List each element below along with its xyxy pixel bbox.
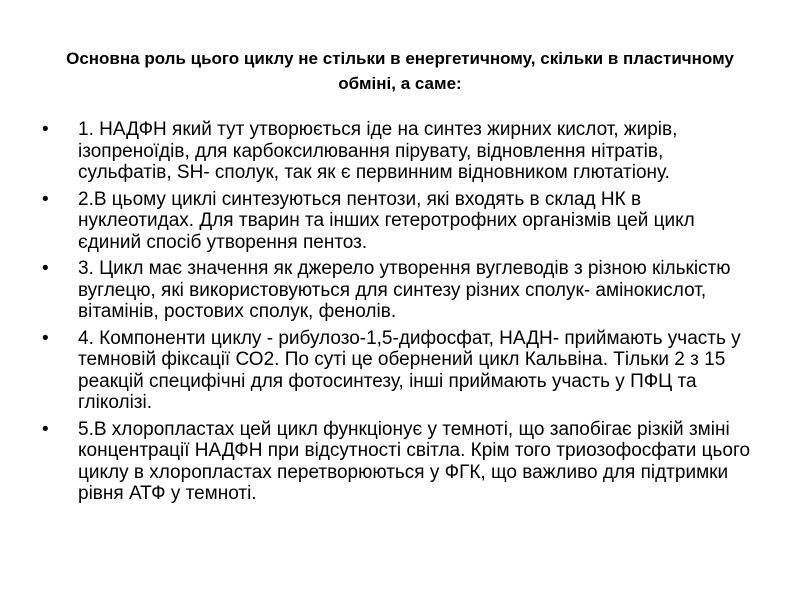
bullet-text: 1. НАДФН який тут утворюється іде на синтез жирних кислот, жирів, ізопреноїдів, для карбоксилювання пірувату, відновлення нітратів, сульфатів, SH- сполук, так як є первинним відновником глютатіону. [78,119,678,183]
bullet-text: 4. Компоненти циклу - рибулозо-1,5-дифосфат, НАДН- приймають участь у темновій фіксації СО2. По суті це обернений цикл Кальвіна. Тільки 2 з 15 реакцій специфічні для фотосинтезу, інші приймають участь у ПФЦ та гліколізі. [78,327,741,413]
bullet-item-5 [42,419,762,505]
bullet-dot-icon: • [42,327,49,349]
bullet-item-1 [42,119,762,184]
bullet-item-2 [42,189,762,254]
bullet-dot-icon: • [42,119,49,140]
bullet-text: 3. Цикл має значення як джерело утворення вуглеводів з різною кількістю вуглецю, які використовуються для синтезу різних сполук- амінокислот, вітамінів, ростових сполук, фенолів. [78,258,731,322]
bullet-text: 2.В цьому циклі синтезуються пентози, які входять в склад НК в нуклеотидах. Для тварин та інших гетеротрофних організмів цей цикл єдиний спосіб утворення пентоз. [78,188,695,253]
bullet-item-4 [42,328,762,414]
slide-title: Основна роль цього циклу не стільки в енергетичному, скільки в пластичному обміні, а саме: [66,49,734,93]
bullet-dot-icon: • [42,188,49,210]
bullet-list [42,119,762,510]
bullet-dot-icon: • [42,418,49,440]
bullet-dot-icon: • [42,258,49,279]
bullet-text: 5.В хлоропластах цей цикл функціонує у темноті, що запобігає різкій зміні концентрації НАДФН при відсутності світла. Крім того триозофосфати цього циклу в хлоропластах перетворюються у ФГК, що важливо для підтримки рівня АТФ у темноті. [78,418,751,504]
bullet-item-3 [42,258,762,323]
